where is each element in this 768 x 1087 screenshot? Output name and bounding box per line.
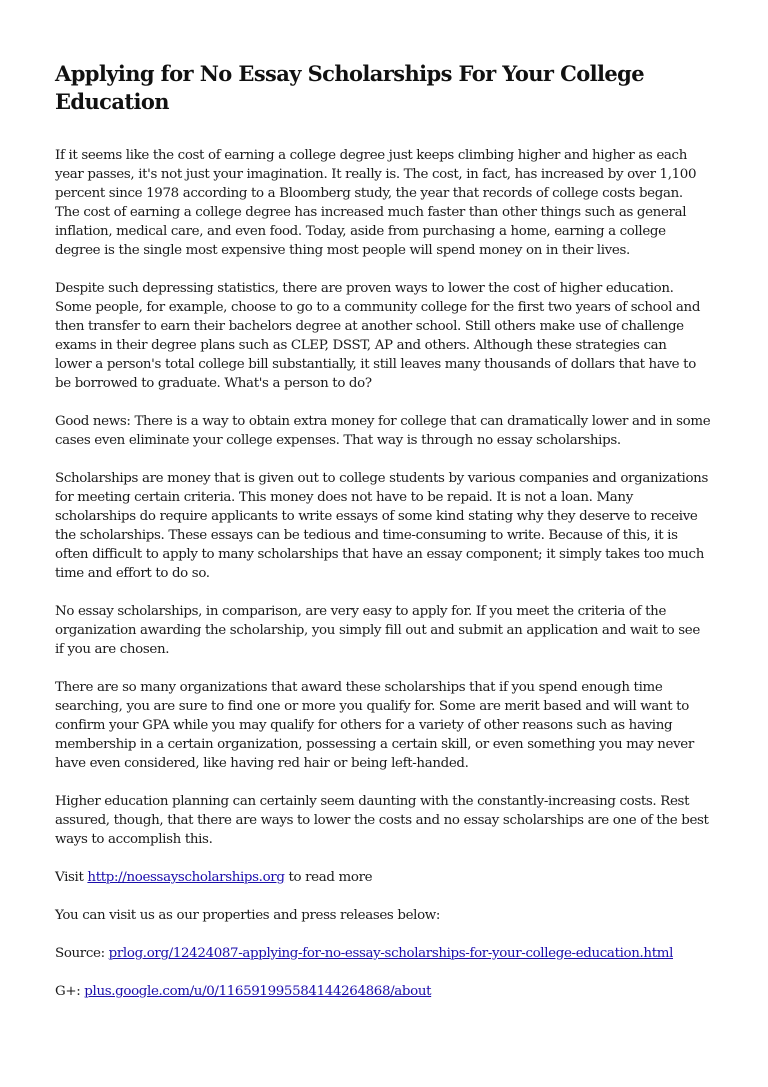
paragraph-line: ways to accomplish this. bbox=[55, 832, 213, 847]
paragraph-line: inflation, medical care, and even food. Today, aside from purchasing a home, earning a college bbox=[55, 224, 666, 239]
paragraph-line: Scholarships are money that is given out to college students by various companies and organizations bbox=[55, 471, 708, 486]
paragraph-line: lower a person's total college bill substantially, it still leaves many thousands of dollars that have to bbox=[55, 357, 696, 372]
paragraph-line: If it seems like the cost of earning a college degree just keeps climbing higher and higher as each bbox=[55, 148, 687, 163]
paragraph-line: Good news: There is a way to obtain extra money for college that can dramatically lower and in some bbox=[55, 414, 711, 429]
paragraph-line: then transfer to earn their bachelors degree at another school. Still others make use of challenge bbox=[55, 319, 684, 334]
paragraph-line: organization awarding the scholarship, you simply fill out and submit an application and wait to see bbox=[55, 623, 700, 638]
visit-paragraph bbox=[55, 868, 725, 887]
website-link[interactable]: http://noessayscholarships.org bbox=[87, 870, 285, 885]
paragraph-line: exams in their degree plans such as CLEP, DSST, AP and others. Although these strategies can bbox=[55, 338, 667, 353]
press-paragraph: You can visit us as our properties and press releases below: bbox=[55, 908, 441, 923]
body-paragraph bbox=[55, 279, 725, 393]
body-paragraph bbox=[55, 678, 725, 773]
paragraph-line: have even considered, like having red hair or being left-handed. bbox=[55, 756, 469, 771]
paragraph-line: assured, though, that there are ways to lower the costs and no essay scholarships are one of the best bbox=[55, 813, 709, 828]
paragraph-line: scholarships do require applicants to write essays of some kind stating why they deserve to receive bbox=[55, 509, 698, 524]
paragraph-line: searching, you are sure to find one or more you qualify for. Some are merit based and will want to bbox=[55, 699, 689, 714]
paragraph-line: There are so many organizations that award these scholarships that if you spend enough time bbox=[55, 680, 663, 695]
title-line: Applying for No Essay Scholarships For Your College bbox=[55, 61, 644, 86]
paragraph-line: Some people, for example, choose to go to a community college for the first two years of school and bbox=[55, 300, 701, 315]
body-paragraph bbox=[55, 602, 725, 659]
body-paragraph bbox=[55, 412, 725, 450]
paragraph-line: the scholarships. These essays can be tedious and time-consuming to write. Because of this, it is bbox=[55, 528, 678, 543]
paragraph-line: cases even eliminate your college expenses. That way is through no essay scholarships. bbox=[55, 433, 621, 448]
gplus-label: G+: bbox=[55, 984, 85, 999]
title-line: Education bbox=[55, 89, 169, 114]
paragraph-line: The cost of earning a college degree has increased much faster than other things such as general bbox=[55, 205, 687, 220]
source-paragraph bbox=[55, 944, 725, 963]
visit-suffix: to read more bbox=[284, 870, 373, 885]
paragraph-line: No essay scholarships, in comparison, are very easy to apply for. If you meet the criteria of the bbox=[55, 604, 667, 619]
paragraph-line: if you are chosen. bbox=[55, 642, 170, 657]
gplus-paragraph bbox=[55, 982, 725, 1001]
paragraph-line: confirm your GPA while you may qualify for others for a variety of other reasons such as having bbox=[55, 718, 673, 733]
paragraph-line: year passes, it's not just your imagination. It really is. The cost, in fact, has increased by over 1,100 bbox=[55, 167, 697, 182]
paragraph-line: often difficult to apply to many scholarships that have an essay component; it simply takes too much bbox=[55, 547, 704, 562]
paragraph-line: degree is the single most expensive thing most people will spend money on in their lives. bbox=[55, 243, 630, 258]
gplus-link[interactable]: plus.google.com/u/0/116591995584144264868/about bbox=[84, 984, 432, 999]
paragraph-line: be borrowed to graduate. What's a person to do? bbox=[55, 376, 372, 391]
paragraph-line: Despite such depressing statistics, there are proven ways to lower the cost of higher education. bbox=[55, 281, 674, 296]
document-page bbox=[55, 60, 725, 1020]
body-paragraph bbox=[55, 469, 725, 583]
document-title bbox=[55, 60, 725, 116]
visit-prefix: Visit bbox=[55, 870, 88, 885]
body-paragraph bbox=[55, 792, 725, 849]
source-label: Source: bbox=[55, 946, 109, 961]
paragraph-line: Higher education planning can certainly seem daunting with the constantly-increasing costs. Rest bbox=[55, 794, 690, 809]
body-paragraph bbox=[55, 146, 725, 260]
paragraph-line: percent since 1978 according to a Bloomberg study, the year that records of college costs began. bbox=[55, 186, 683, 201]
paragraph-line: for meeting certain criteria. This money does not have to be repaid. It is not a loan. Many bbox=[55, 490, 633, 505]
paragraph-line: membership in a certain organization, possessing a certain skill, or even something you may never bbox=[55, 737, 694, 752]
source-link[interactable]: prlog.org/12424087-applying-for-no-essay-scholarships-for-your-college-education.html bbox=[108, 946, 674, 961]
paragraph-line: time and effort to do so. bbox=[55, 566, 210, 581]
body-paragraphs bbox=[55, 146, 725, 849]
